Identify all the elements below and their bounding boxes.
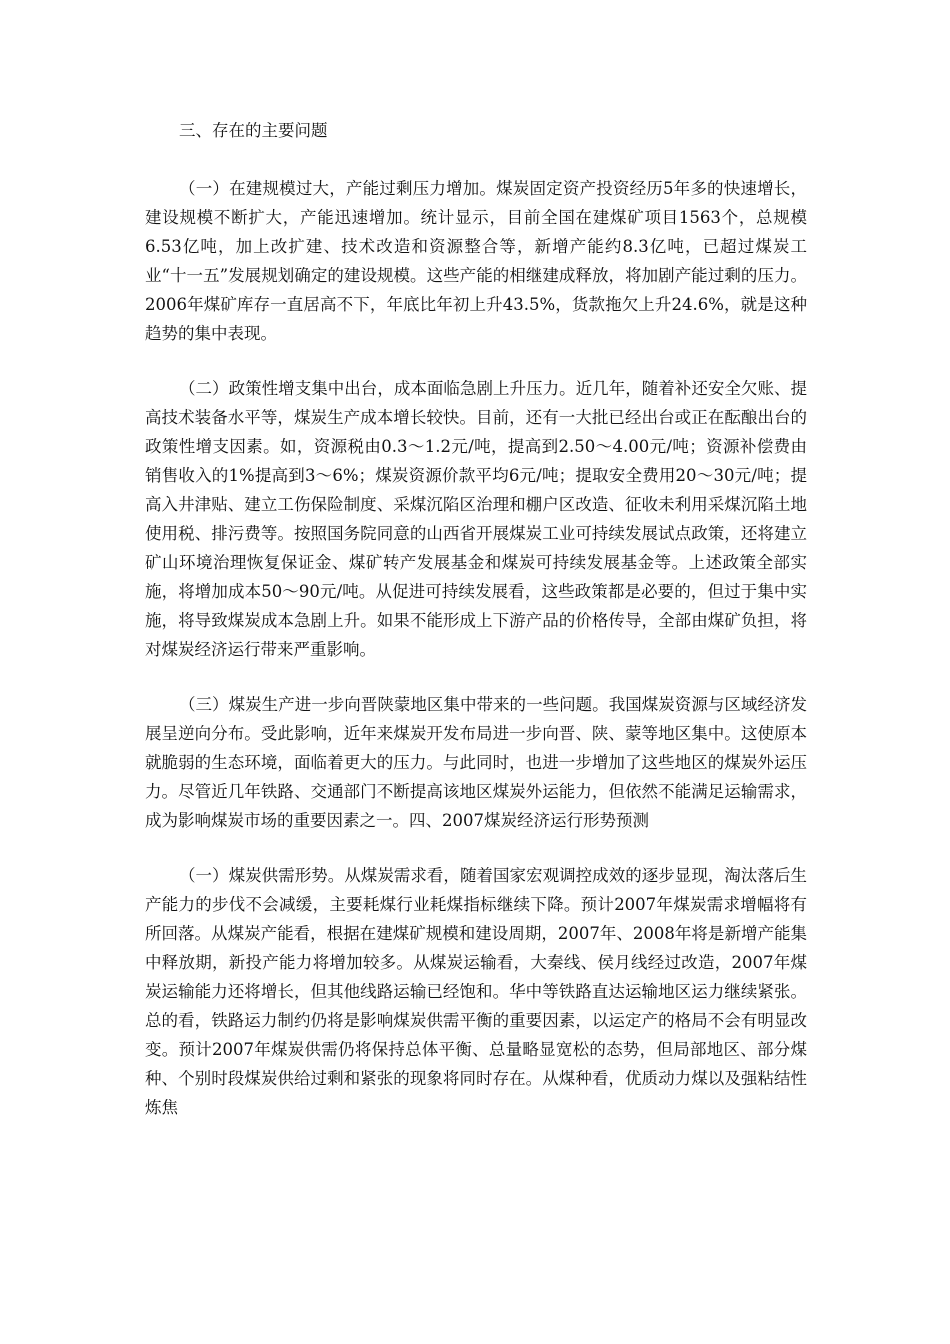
spacer (145, 664, 807, 690)
spacer (145, 835, 807, 861)
spacer (145, 145, 807, 174)
paragraph-supply-demand: （一）煤炭供需形势。从煤炭需求看，随着国家宏观调控成效的逐步显现，淘汰落后生产能力的步伐不会减缓，主要耗煤行业耗煤指标继续下降。预计2007年煤炭需求增幅将有所回落。从煤炭产能看，根据在建煤矿规模和建设周期，2007年、2008年将是新增产能集中释放期，新投产能力将增加较多。从煤炭运输看，大秦线、侯月线经过改造，2007年煤炭运输能力还将增长，但其他线路运输已经饱和。华中等铁路直达运输地区运力继续紧张。总的看，铁路运力制约仍将是影响煤炭供需平衡的重要因素，以运定产的格局不会有明显改变。预计2007年煤炭供需仍将保持总体平衡、总量略显宽松的态势，但局部地区、部分煤种、个别时段煤炭供给过剩和紧张的现象将同时存在。从煤种看，优质动力煤以及强粘结性炼焦 (145, 866, 807, 1117)
paragraph-regional-concentration: （三）煤炭生产进一步向晋陕蒙地区集中带来的一些问题。我国煤炭资源与区域经济发展呈逆向分布。受此影响，近年来煤炭开发布局进一步向晋、陕、蒙等地区集中。这使原本就脆弱的生态环境，面临着更大的压力。与此同时，也进一步增加了这些地区的煤炭外运压力。尽管近几年铁路、交通部门不断提高该地区煤炭外运能力，但依然不能满足运输需求，成为影响煤炭市场的重要因素之一。四、2007煤炭经济运行形势预测 (145, 695, 807, 830)
paragraph-overcapacity: （一）在建规模过大，产能过剩压力增加。煤炭固定资产投资经历5年多的快速增长，建设规模不断扩大，产能迅速增加。统计显示，目前全国在建煤矿项目1563个，总规模6.53亿吨，加上改扩建、技术改造和资源整合等，新增产能约8.3亿吨，已超过煤炭工业“十一五”发展规划确定的建设规模。这些产能的相继建成释放，将加剧产能过剩的压力。2006年煤矿库存一直居高不下，年底比年初上升43.5%，货款拖欠上升24.6%，就是这种趋势的集中表现。 (145, 179, 807, 343)
section-heading: 三、存在的主要问题 (179, 121, 328, 140)
spacer (145, 348, 807, 374)
paragraph-policy-costs: （二）政策性增支集中出台，成本面临急剧上升压力。近几年，随着补还安全欠账、提高技术装备水平等，煤炭生产成本增长较快。目前，还有一大批已经出台或正在酝酿出台的政策性增支因素。如，资源税由0.3～1.2元/吨，提高到2.50～4.00元/吨；资源补偿费由销售收入的1%提高到3～6%；煤炭资源价款平均6元/吨；提取安全费用20～30元/吨；提高入井津贴、建立工伤保险制度、采煤沉陷区治理和棚户区改造、征收未利用采煤沉陷土地使用税、排污费等。按照国务院同意的山西省开展煤炭工业可持续发展试点政策，还将建立矿山环境治理恢复保证金、煤矿转产发展基金和煤炭可持续发展基金等。上述政策全部实施，将增加成本50～90元/吨。从促进可持续发展看，这些政策都是必要的，但过于集中实施，将导致煤炭成本急剧上升。如果不能形成上下游产品的价格传导，全部由煤矿负担，将对煤炭经济运行带来严重影响。 (145, 379, 807, 659)
document-body (145, 116, 807, 1122)
